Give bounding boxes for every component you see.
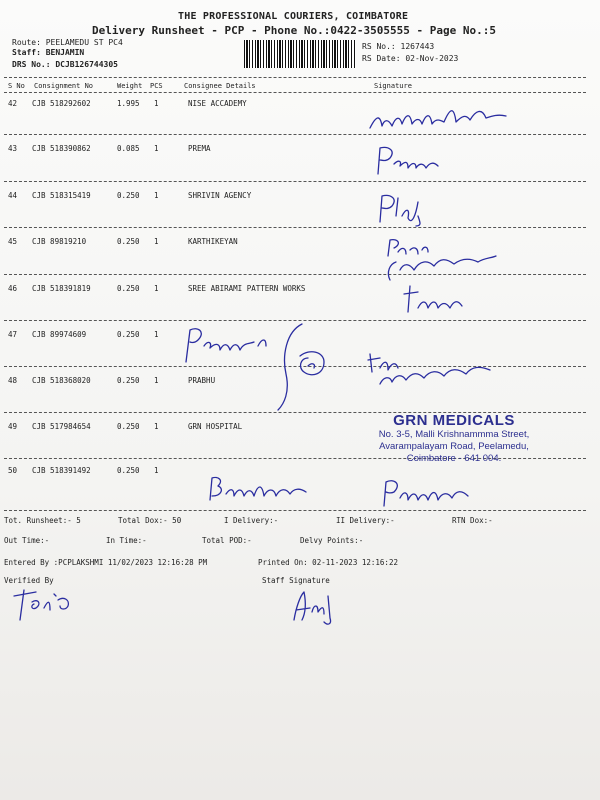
signature-bracket-mark: [272, 320, 332, 412]
row-weight: 0.085: [117, 144, 140, 153]
col-weight: Weight: [117, 82, 143, 90]
rs-number: RS No.: 1267443: [362, 42, 435, 51]
row-consignment: CJB 518368020: [32, 376, 91, 385]
col-sno: S No: [8, 82, 25, 90]
row-consignment: CJB 518390862: [32, 144, 91, 153]
row-consignee: SREE ABIRAMI PATTERN WORKS: [188, 284, 306, 293]
col-consignment: Consignment No: [34, 82, 94, 90]
row-sno: 50: [8, 466, 18, 475]
out-time: Out Time:-: [4, 536, 50, 545]
row-consignee: GRN HOSPITAL: [188, 422, 243, 431]
row-sno: 45: [8, 237, 18, 246]
col-consignee: Consignee Details: [184, 82, 256, 90]
row-consignment: CJB 517984654: [32, 422, 91, 431]
total-pod: Total POD:-: [202, 536, 252, 545]
delivery-points: Delvy Points:-: [300, 536, 364, 545]
signature-row-50-left: [204, 474, 314, 504]
stamp-address-line: Avarampalayam Road, Peelamedu,: [379, 441, 529, 452]
row-weight: 1.995: [117, 99, 140, 108]
route-label: Route: PEELAMEDU ST PC4: [12, 38, 123, 47]
signature-row-43: [372, 142, 452, 178]
in-time: In Time:-: [106, 536, 147, 545]
row-pcs: 1: [154, 466, 159, 475]
row-consignee: NISE ACCADEMY: [188, 99, 247, 108]
row-sno: 44: [8, 191, 18, 200]
row-divider: [4, 227, 586, 228]
verified-by-label: Verified By: [4, 576, 54, 585]
first-delivery: I Delivery:-: [224, 516, 279, 525]
row-consignment: CJB 89819210: [32, 237, 87, 246]
printed-on: Printed On: 02-11-2023 12:16:22: [258, 558, 398, 567]
total-runsheet: Tot. Runsheet:- 5: [4, 516, 81, 525]
row-consignment: CJB 518391492: [32, 466, 91, 475]
row-consignee: PRABHU: [188, 376, 216, 385]
total-dox: Total Dox:- 50: [118, 516, 182, 525]
row-sno: 47: [8, 330, 18, 339]
signature-row-44: [372, 192, 442, 228]
signature-row-50-right: [378, 476, 478, 508]
verified-by-signature: [10, 584, 100, 624]
row-pcs: 1: [154, 376, 159, 385]
row-consignment: CJB 518391819: [32, 284, 91, 293]
row-weight: 0.250: [117, 191, 140, 200]
entered-by: Entered By :PCPLAKSHMI 11/02/2023 12:16:28 PM: [4, 558, 208, 567]
row-sno: 49: [8, 422, 18, 431]
row-pcs: 1: [154, 191, 159, 200]
row-weight: 0.250: [117, 237, 140, 246]
staff-signature: [288, 586, 358, 626]
drs-number: DRS No.: DCJB126744305: [12, 60, 118, 69]
row-pcs: 1: [154, 422, 159, 431]
table-row: [0, 237, 600, 283]
row-sno: 48: [8, 376, 18, 385]
row-sno: 46: [8, 284, 18, 293]
signature-row-46: [400, 282, 480, 316]
signature-row-42: [366, 98, 526, 138]
row-consignee: SHRIVIN AGENCY: [188, 191, 252, 200]
staff-signature-label: Staff Signature: [262, 576, 330, 585]
runsheet-subtitle: Delivery Runsheet - PCP - Phone No.:0422-3505555 - Page No.:5: [92, 24, 496, 37]
row-sno: 42: [8, 99, 18, 108]
row-pcs: 1: [154, 284, 159, 293]
col-signature: Signature: [374, 82, 412, 90]
row-sno: 43: [8, 144, 18, 153]
col-pcs: PCS: [150, 82, 163, 90]
row-pcs: 1: [154, 99, 159, 108]
clinic-stamp: [334, 412, 574, 465]
row-consignment: CJB 518292602: [32, 99, 91, 108]
second-delivery: II Delivery:-: [336, 516, 395, 525]
row-weight: 0.250: [117, 284, 140, 293]
rs-date: RS Date: 02-Nov-2023: [362, 54, 459, 63]
row-weight: 0.250: [117, 422, 140, 431]
header-divider: [4, 77, 586, 78]
row-consignee: PREMA: [188, 144, 211, 153]
barcode: [244, 40, 356, 68]
company-title: THE PROFESSIONAL COURIERS, COIMBATORE: [178, 11, 409, 22]
row-consignee: KARTHIKEYAN: [188, 237, 238, 246]
row-divider: [4, 181, 586, 182]
row-pcs: 1: [154, 144, 159, 153]
row-weight: 0.250: [117, 376, 140, 385]
row-weight: 0.250: [117, 330, 140, 339]
row-pcs: 1: [154, 237, 159, 246]
signature-row-47-48: [366, 346, 506, 386]
stamp-name: GRN MEDICALS: [393, 412, 515, 429]
table-bottom-divider: [4, 510, 586, 511]
table-row: [0, 191, 600, 237]
stamp-address-line: Coimbatore - 641 004.: [406, 453, 502, 464]
staff-label: Staff: BENJAMIN: [12, 48, 85, 57]
signature-row-47-left: [180, 324, 280, 364]
table-row: [0, 144, 600, 190]
row-consignment: CJB 89974609: [32, 330, 87, 339]
stamp-address-line: No. 3-5, Malli Krishnammma Street,: [378, 429, 530, 440]
return-dox: RTN Dox:-: [452, 516, 493, 525]
row-weight: 0.250: [117, 466, 140, 475]
row-consignment: CJB 518315419: [32, 191, 91, 200]
row-pcs: 1: [154, 330, 159, 339]
column-divider: [4, 92, 586, 93]
